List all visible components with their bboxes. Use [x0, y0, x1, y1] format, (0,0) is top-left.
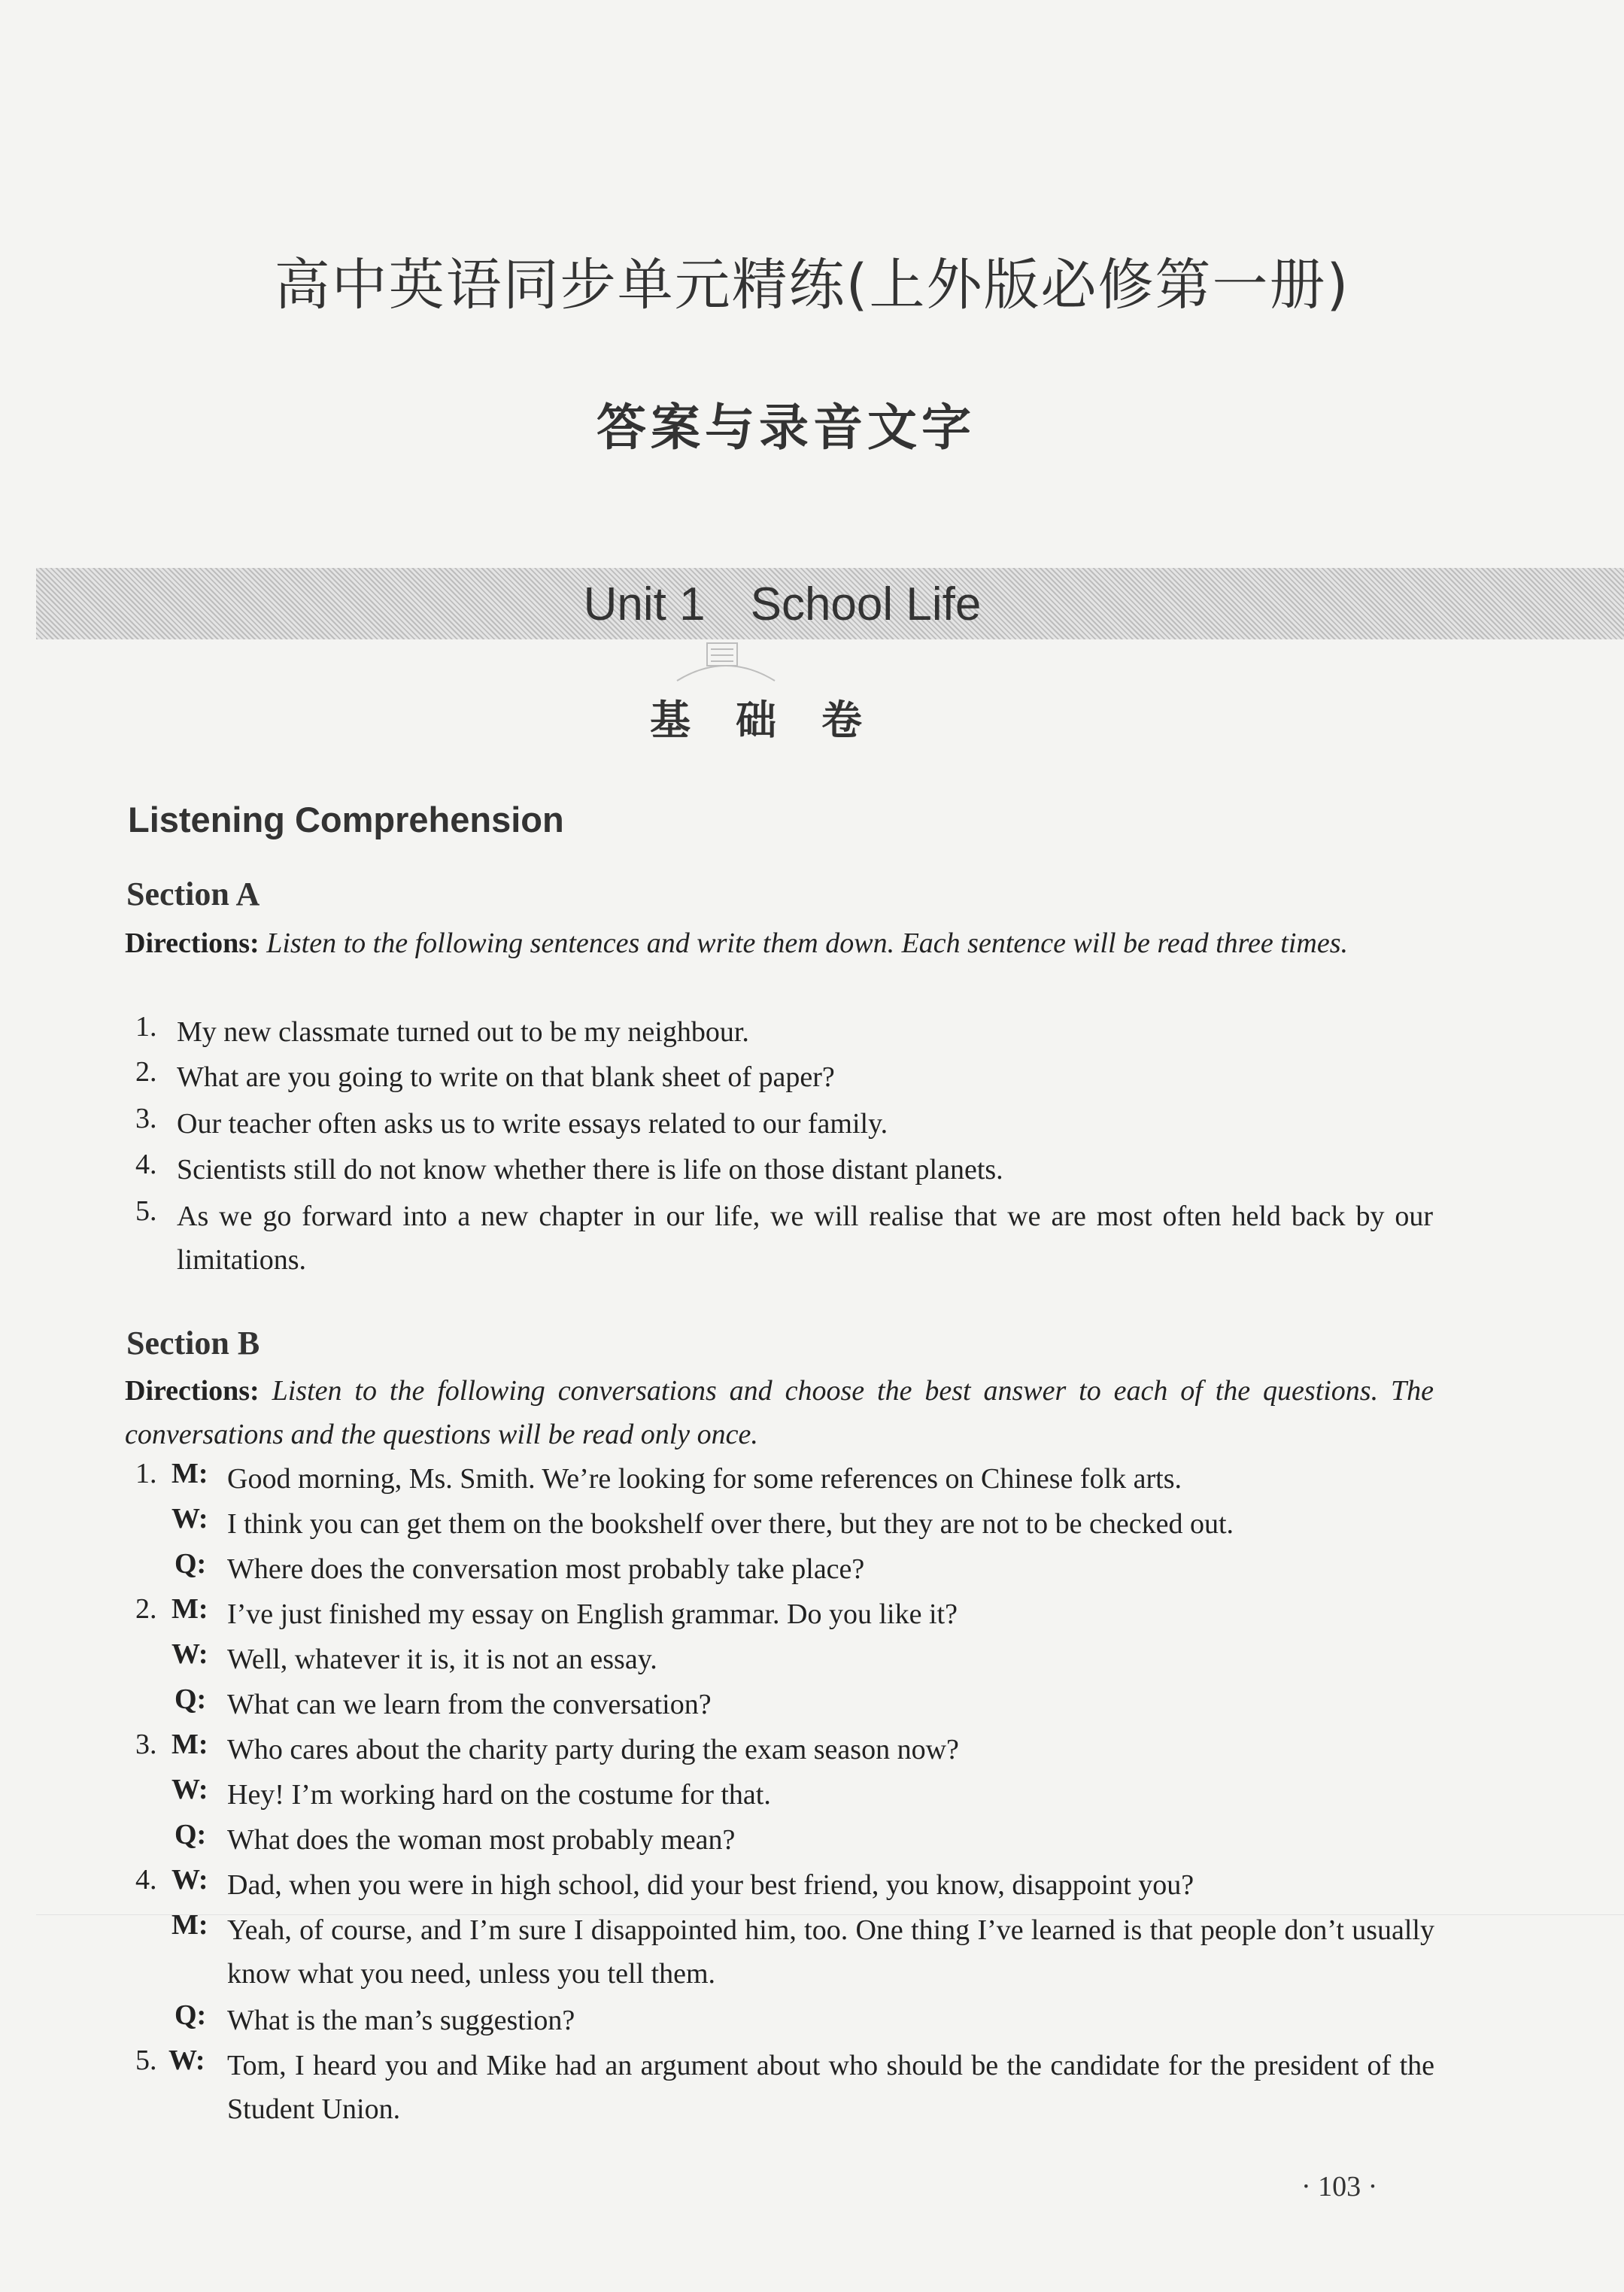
speaker-label: M: [172, 1909, 208, 1941]
utterance: Tom, I heard you and Mike had an argument about who should be the candidate for the president of the Student Union. [227, 2050, 1434, 2125]
utterance: Hey! I’m working hard on the costume for that. [227, 1779, 771, 1811]
speaker-label: Q: [175, 1548, 207, 1580]
item-number: 1. [135, 1458, 157, 1489]
unit-name: School Life [750, 578, 982, 630]
answer-key-title: 答案与录音文字 [596, 399, 976, 457]
directions-text: Listen to the following conversations and choose the best answer to each of the questions. The conversations and the questions will be read only once. [125, 1375, 1434, 1450]
utterance: What does the woman most probably mean? [227, 1824, 736, 1856]
section-b-directions [125, 1369, 1434, 1456]
utterance: What is the man’s suggestion? [227, 2005, 575, 2036]
utterance: Good morning, Ms. Smith. We’re looking for some references on Chinese folk arts. [227, 1463, 1182, 1495]
section-a-directions [125, 921, 1434, 965]
speaker-label: M: [172, 1593, 208, 1625]
item-number: 5. [135, 1195, 157, 1227]
directions-label: Directions: [125, 927, 260, 959]
speaker-label: Q: [175, 1999, 207, 2031]
speaker-label: M: [172, 1729, 208, 1760]
utterance: Who cares about the charity party during the exam season now? [227, 1734, 959, 1765]
section-b-title: Section B [126, 1325, 260, 1362]
section-a-title: Section A [126, 876, 260, 912]
utterance: I’ve just finished my essay on English grammar. Do you like it? [227, 1598, 958, 1630]
sentence: Our teacher often asks us to write essays related to our family. [177, 1108, 888, 1140]
utterance: Yeah, of course, and I’m sure I disappointed him, too. One thing I’ve learned is that people don’t usually know what you need, unless you tell them. [227, 1914, 1434, 1990]
item-number: 2. [135, 1056, 157, 1088]
listening-heading: Listening Comprehension [128, 800, 564, 839]
sentence: As we go forward into a new chapter in our life, we will realise that we are most often held back by our limitations. [177, 1201, 1433, 1276]
item-number: 4. [135, 1864, 157, 1896]
item-number: 3. [135, 1729, 157, 1760]
item-number: 5. [135, 2045, 157, 2076]
item-number: 4. [135, 1149, 157, 1180]
sentence: Scientists still do not know whether there is life on those distant planets. [177, 1154, 1003, 1185]
item-number: 1. [135, 1011, 157, 1043]
speaker-label: W: [172, 1503, 208, 1535]
speaker-label: W: [172, 1774, 208, 1805]
speaker-label: Q: [175, 1819, 207, 1850]
page-number: · 103 · [1301, 2171, 1378, 2202]
item-number: 3. [135, 1103, 157, 1134]
utterance: Dad, when you were in high school, did your best friend, you know, disappoint you? [227, 1869, 1194, 1901]
sentence: My new classmate turned out to be my neighbour. [177, 1016, 749, 1048]
unit-title [0, 578, 1565, 631]
directions-text: Listen to the following sentences and write them down. Each sentence will be read three times. [266, 927, 1348, 959]
directions-label: Directions: [125, 1375, 260, 1407]
utterance: Where does the conversation most probably take place? [227, 1553, 865, 1585]
speaker-label: M: [172, 1458, 208, 1489]
item-number: 2. [135, 1593, 157, 1625]
utterance: What can we learn from the conversation? [227, 1689, 712, 1720]
utterance: Well, whatever it is, it is not an essay. [227, 1644, 657, 1675]
unit-label: Unit 1 [583, 578, 706, 630]
speaker-label: Q: [175, 1683, 207, 1715]
sentence: What are you going to write on that blank sheet of paper? [177, 1061, 835, 1093]
book-title: 高中英语同步单元精练(上外版必修第一册) [274, 253, 1350, 317]
speaker-label: W: [172, 1638, 208, 1670]
utterance: I think you can get them on the bookshelf over there, but they are not to be checked out. [227, 1508, 1234, 1540]
level-title: 基础卷 [650, 696, 907, 744]
speaker-label: W: [168, 2045, 205, 2076]
speaker-label: W: [172, 1864, 208, 1896]
